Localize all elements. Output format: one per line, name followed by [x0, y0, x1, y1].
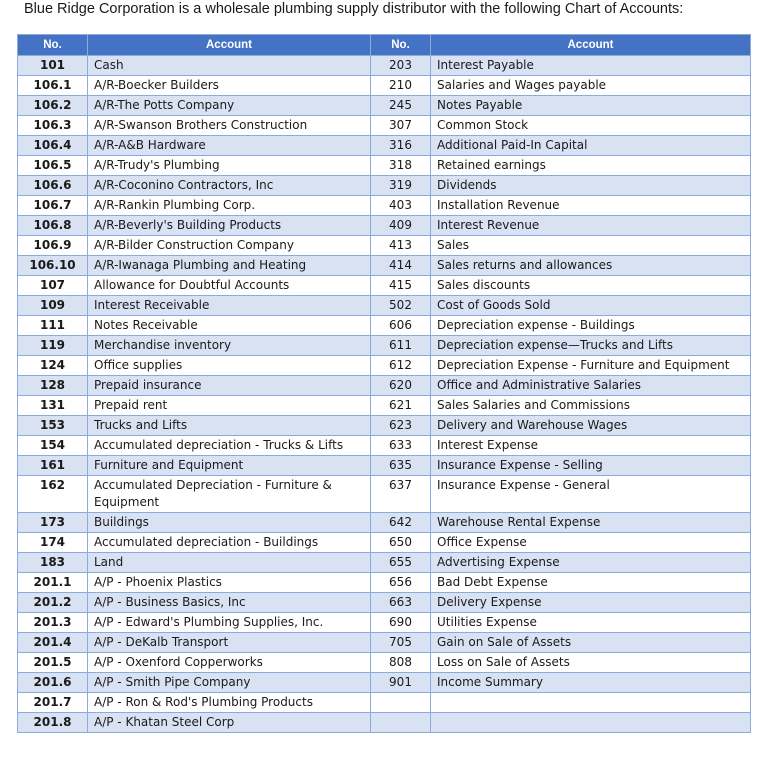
table-row: [18, 196, 751, 216]
account-name-right: Delivery Expense: [431, 593, 751, 613]
account-name-left: Office supplies: [88, 356, 371, 376]
account-number-right: 642: [371, 513, 431, 533]
table-row: [18, 673, 751, 693]
table-row: [18, 76, 751, 96]
account-name-left: A/P - Oxenford Copperworks: [88, 653, 371, 673]
account-number-right: 307: [371, 116, 431, 136]
account-name-right: Delivery and Warehouse Wages: [431, 416, 751, 436]
account-number-right: 414: [371, 256, 431, 276]
account-number-left: 106.8: [18, 216, 88, 236]
account-name-left: Notes Receivable: [88, 316, 371, 336]
table-row: [18, 533, 751, 553]
account-name-right: Insurance Expense - Selling: [431, 456, 751, 476]
account-name-right: Additional Paid-In Capital: [431, 136, 751, 156]
table-row: [18, 56, 751, 76]
account-name-right: Dividends: [431, 176, 751, 196]
account-name-right: Bad Debt Expense: [431, 573, 751, 593]
account-name-left: Accumulated Depreciation - Furniture & Equipment: [88, 476, 371, 513]
account-name-right: Advertising Expense: [431, 553, 751, 573]
account-number-right: 502: [371, 296, 431, 316]
account-name-right: Utilities Expense: [431, 613, 751, 633]
account-number-right: 633: [371, 436, 431, 456]
account-name-right: Gain on Sale of Assets: [431, 633, 751, 653]
account-number-left: 106.2: [18, 96, 88, 116]
account-number-right: 663: [371, 593, 431, 613]
account-name-right: Depreciation Expense - Furniture and Equipment: [431, 356, 751, 376]
account-name-right: Loss on Sale of Assets: [431, 653, 751, 673]
account-number-right: 413: [371, 236, 431, 256]
account-number-right: 319: [371, 176, 431, 196]
account-name-left: Buildings: [88, 513, 371, 533]
account-number-right: 245: [371, 96, 431, 116]
account-name-left: A/P - Business Basics, Inc: [88, 593, 371, 613]
account-name-left: Trucks and Lifts: [88, 416, 371, 436]
table-row: [18, 693, 751, 713]
account-name-left: Prepaid rent: [88, 396, 371, 416]
account-name-right: Notes Payable: [431, 96, 751, 116]
table-row: [18, 276, 751, 296]
table-row: [18, 236, 751, 256]
account-name-left: A/R-Beverly's Building Products: [88, 216, 371, 236]
account-name-left: Interest Receivable: [88, 296, 371, 316]
table-row: [18, 456, 751, 476]
table-row: [18, 476, 751, 513]
table-row: [18, 713, 751, 733]
account-number-right: 316: [371, 136, 431, 156]
account-name-left: Cash: [88, 56, 371, 76]
account-name-left: A/P - Smith Pipe Company: [88, 673, 371, 693]
account-name-left: A/P - Edward's Plumbing Supplies, Inc.: [88, 613, 371, 633]
table-row: [18, 96, 751, 116]
account-name-left: Accumulated depreciation - Buildings: [88, 533, 371, 553]
account-number-left: 111: [18, 316, 88, 336]
table-row: [18, 573, 751, 593]
account-number-left: 201.3: [18, 613, 88, 633]
account-name-left: Accumulated depreciation - Trucks & Lifts: [88, 436, 371, 456]
account-number-right: 210: [371, 76, 431, 96]
account-name-right: Interest Payable: [431, 56, 751, 76]
account-name-left: A/R-Coconino Contractors, Inc: [88, 176, 371, 196]
table-row: [18, 633, 751, 653]
table-row: [18, 593, 751, 613]
account-number-left: 124: [18, 356, 88, 376]
account-name-left: Prepaid insurance: [88, 376, 371, 396]
account-name-right: Office and Administrative Salaries: [431, 376, 751, 396]
intro-text: Blue Ridge Corporation is a wholesale plumbing supply distributor with the following Chart of Accounts:: [24, 1, 684, 17]
table-row: [18, 396, 751, 416]
table-row: [18, 436, 751, 456]
account-name-right: [431, 693, 751, 713]
account-name-right: Cost of Goods Sold: [431, 296, 751, 316]
account-number-right: 409: [371, 216, 431, 236]
account-name-left: Land: [88, 553, 371, 573]
account-number-right: 808: [371, 653, 431, 673]
account-name-left: A/R-The Potts Company: [88, 96, 371, 116]
account-name-right: Interest Expense: [431, 436, 751, 456]
account-number-right: 623: [371, 416, 431, 436]
table-row: [18, 336, 751, 356]
account-number-right: 611: [371, 336, 431, 356]
account-number-right: 650: [371, 533, 431, 553]
account-number-right: 655: [371, 553, 431, 573]
account-name-left: A/P - Phoenix Plastics: [88, 573, 371, 593]
account-name-left: A/R-Swanson Brothers Construction: [88, 116, 371, 136]
account-name-right: Depreciation expense - Buildings: [431, 316, 751, 336]
account-name-right: Sales: [431, 236, 751, 256]
account-number-left: 106.6: [18, 176, 88, 196]
table-row: [18, 136, 751, 156]
table-row: [18, 256, 751, 276]
table-row: [18, 176, 751, 196]
account-name-left: Furniture and Equipment: [88, 456, 371, 476]
account-name-left: A/P - Khatan Steel Corp: [88, 713, 371, 733]
account-number-left: 107: [18, 276, 88, 296]
account-number-left: 154: [18, 436, 88, 456]
account-name-left: Allowance for Doubtful Accounts: [88, 276, 371, 296]
table-row: [18, 416, 751, 436]
table-row: [18, 653, 751, 673]
table-row: [18, 513, 751, 533]
table-row: [18, 216, 751, 236]
account-number-left: 119: [18, 336, 88, 356]
table-row: [18, 316, 751, 336]
account-name-right: Sales discounts: [431, 276, 751, 296]
account-name-right: Warehouse Rental Expense: [431, 513, 751, 533]
account-number-left: 201.1: [18, 573, 88, 593]
account-number-right: 403: [371, 196, 431, 216]
table-row: [18, 613, 751, 633]
account-name-right: [431, 713, 751, 733]
account-number-left: 153: [18, 416, 88, 436]
account-number-left: 131: [18, 396, 88, 416]
table-row: [18, 356, 751, 376]
account-name-left: A/R-Rankin Plumbing Corp.: [88, 196, 371, 216]
account-name-right: Insurance Expense - General: [431, 476, 751, 513]
account-number-right: 656: [371, 573, 431, 593]
table-row: [18, 156, 751, 176]
account-number-left: 173: [18, 513, 88, 533]
account-number-left: 183: [18, 553, 88, 573]
account-name-left: A/P - Ron & Rod's Plumbing Products: [88, 693, 371, 713]
account-name-right: Office Expense: [431, 533, 751, 553]
table-row: [18, 296, 751, 316]
header-row: [18, 35, 751, 56]
header-no-left: No.: [18, 35, 88, 56]
account-name-right: Depreciation expense—Trucks and Lifts: [431, 336, 751, 356]
account-number-left: 201.5: [18, 653, 88, 673]
account-name-right: Common Stock: [431, 116, 751, 136]
account-name-left: A/R-Iwanaga Plumbing and Heating: [88, 256, 371, 276]
account-number-left: 201.2: [18, 593, 88, 613]
account-number-left: 161: [18, 456, 88, 476]
account-number-left: 201.6: [18, 673, 88, 693]
header-account-left: Account: [88, 35, 371, 56]
account-number-right: 415: [371, 276, 431, 296]
account-number-left: 201.4: [18, 633, 88, 653]
account-name-left: A/R-Trudy's Plumbing: [88, 156, 371, 176]
account-number-right: [371, 713, 431, 733]
account-name-right: Installation Revenue: [431, 196, 751, 216]
account-number-right: 620: [371, 376, 431, 396]
account-name-right: Income Summary: [431, 673, 751, 693]
account-number-left: 162: [18, 476, 88, 513]
table-row: [18, 553, 751, 573]
account-name-right: Retained earnings: [431, 156, 751, 176]
header-account-right: Account: [431, 35, 751, 56]
account-name-left: A/P - DeKalb Transport: [88, 633, 371, 653]
account-number-left: 201.7: [18, 693, 88, 713]
account-number-right: [371, 693, 431, 713]
account-number-left: 201.8: [18, 713, 88, 733]
account-number-left: 109: [18, 296, 88, 316]
account-number-right: 705: [371, 633, 431, 653]
account-number-right: 203: [371, 56, 431, 76]
account-number-left: 128: [18, 376, 88, 396]
account-number-left: 174: [18, 533, 88, 553]
account-name-left: A/R-Bilder Construction Company: [88, 236, 371, 256]
account-name-right: Sales returns and allowances: [431, 256, 751, 276]
account-name-right: Sales Salaries and Commissions: [431, 396, 751, 416]
account-name-right: Salaries and Wages payable: [431, 76, 751, 96]
account-number-left: 106.10: [18, 256, 88, 276]
account-number-right: 606: [371, 316, 431, 336]
header-no-right: No.: [371, 35, 431, 56]
account-number-right: 901: [371, 673, 431, 693]
table-row: [18, 116, 751, 136]
account-number-left: 106.4: [18, 136, 88, 156]
account-number-right: 635: [371, 456, 431, 476]
account-number-right: 621: [371, 396, 431, 416]
table-row: [18, 376, 751, 396]
account-number-right: 690: [371, 613, 431, 633]
chart-of-accounts-table: [17, 34, 751, 733]
account-name-left: A/R-Boecker Builders: [88, 76, 371, 96]
account-number-left: 106.1: [18, 76, 88, 96]
account-number-left: 106.7: [18, 196, 88, 216]
account-number-left: 106.5: [18, 156, 88, 176]
account-name-left: A/R-A&B Hardware: [88, 136, 371, 156]
account-number-left: 101: [18, 56, 88, 76]
account-name-left: Merchandise inventory: [88, 336, 371, 356]
account-number-left: 106.3: [18, 116, 88, 136]
account-number-right: 318: [371, 156, 431, 176]
account-number-right: 612: [371, 356, 431, 376]
account-number-left: 106.9: [18, 236, 88, 256]
account-name-right: Interest Revenue: [431, 216, 751, 236]
account-number-right: 637: [371, 476, 431, 513]
